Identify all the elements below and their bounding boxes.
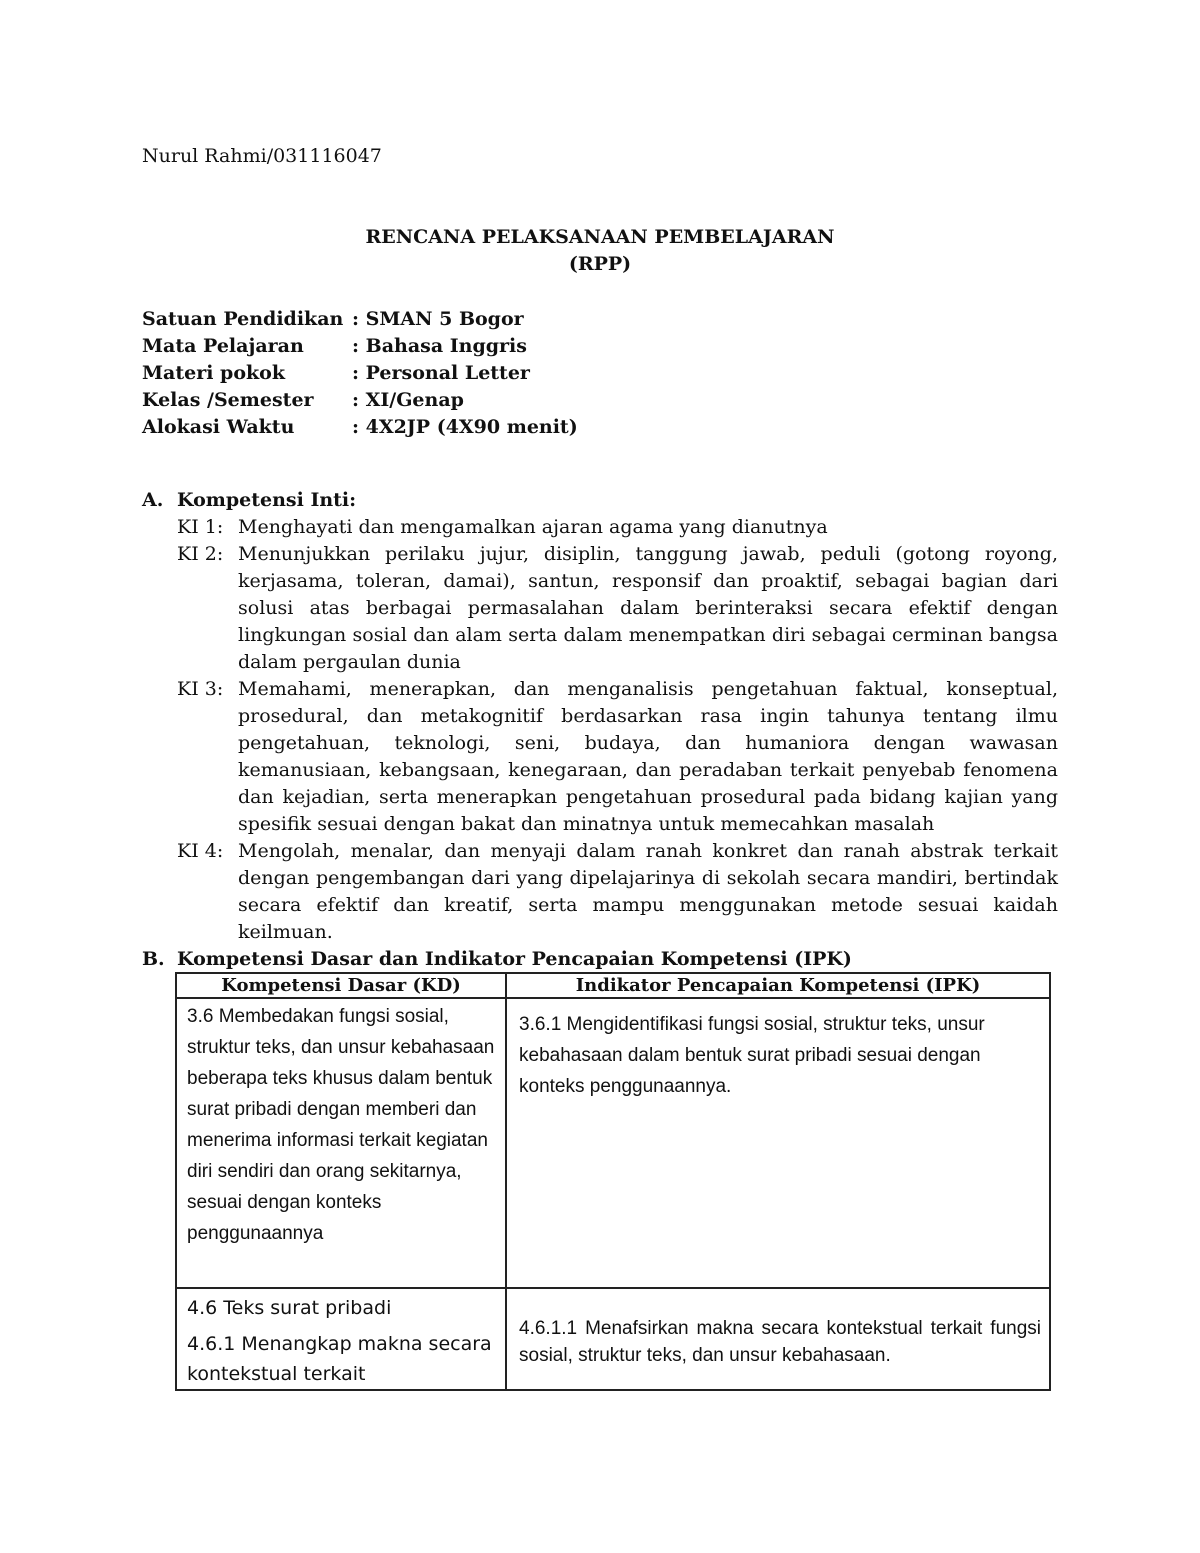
ki-text: Memahami, menerapkan, dan menganalisis pengetahuan faktual, konseptual, prosedural, dan metakognitif berdasarkan rasa ingin tahunya tentang ilmu pengetahuan, teknologi, seni, budaya, dan humaniora dengan wawasan kemanusiaan, kebangsaan, kenegaraan, dan peradaban terkait penyebab fenomena dan kejadian, serta menerapkan pengetahuan prosedural pada bidang kajian yang spesifik sesuai dengan bakat dan minatnya untuk memecahkan masalah (238, 678, 1058, 835)
ki-code: KI 1: (177, 516, 224, 538)
table-row (176, 1288, 1050, 1390)
ki-item (177, 514, 1062, 541)
ki-text: Menghayati dan mengamalkan ajaran agama yang dianutnya (238, 516, 828, 538)
identity-label: Alokasi Waktu (142, 416, 295, 438)
ki-text: Menunjukkan perilaku jujur, disiplin, tanggung jawab, peduli (gotong royong, kerjasama, toleran, damai), santun, responsif dan proaktif, sebagai bagian dari solusi atas berbagai permasalahan dalam berinteraksi secara efektif dengan lingkungan sosial dan alam serta dalam menempatkan diri sebagai cerminan bangsa dalam pergaulan dunia (238, 543, 1058, 673)
identity-row (142, 414, 578, 441)
identity-row (142, 306, 578, 333)
section-b-heading (142, 947, 1062, 971)
identity-value: : Personal Letter (352, 362, 530, 384)
section-a (142, 487, 1062, 946)
identity-value: : 4X2JP (4X90 menit) (352, 416, 578, 438)
section-a-heading (142, 487, 1062, 514)
title-line-2: (RPP) (568, 253, 632, 275)
kd-text: 4.6 Teks surat pribadi (187, 1297, 392, 1319)
section-b (142, 947, 1062, 971)
ki-code: KI 2: (177, 543, 224, 565)
title-line-1: RENCANA PELAKSANAAN PEMBELAJARAN (365, 226, 835, 248)
ki-item (177, 676, 1062, 838)
identity-row (142, 387, 578, 414)
table-row (176, 998, 1050, 1288)
kd-cell (176, 1288, 506, 1390)
ki-text: Mengolah, menalar, dan menyaji dalam ranah konkret dan ranah abstrak terkait dengan pengembangan dari yang dipelajarinya di sekolah secara mandiri, bertindak secara efektif dan kreatif, serta mampu menggunakan metode sesuai kaidah keilmuan. (238, 840, 1058, 943)
identity-value: : SMAN 5 Bogor (352, 308, 524, 330)
document-title (0, 224, 1200, 278)
ki-code: KI 4: (177, 840, 224, 862)
section-title: Kompetensi Inti: (177, 489, 357, 511)
identity-label: Materi pokok (142, 362, 286, 384)
table-header-ipk: Indikator Pencapaian Kompetensi (IPK) (506, 973, 1050, 998)
kd-cell: 3.6 Membedakan fungsi sosial, struktur teks, dan unsur kebahasaan beberapa teks khusus dalam bentuk surat pribadi dengan memberi dan menerima informasi terkait kegiatan diri sendiri dan orang sekitarnya, sesuai dengan konteks penggunaannya (176, 998, 506, 1288)
identity-row (142, 333, 578, 360)
identity-value: : Bahasa Inggris (352, 335, 527, 357)
table-header-row (176, 973, 1050, 998)
section-title: Kompetensi Dasar dan Indikator Pencapaian Kompetensi (IPK) (177, 948, 852, 970)
identity-label: Kelas /Semester (142, 389, 314, 411)
kd-subtext: 4.6.1 Menangkap makna secara kontekstual terkait (187, 1333, 492, 1385)
section-number: A. (142, 489, 164, 511)
identity-label: Satuan Pendidikan (142, 308, 344, 330)
kd-ipk-table (175, 972, 1051, 1391)
ki-item (177, 838, 1062, 946)
table-header-kd: Kompetensi Dasar (KD) (176, 973, 506, 998)
identity-value: : XI/Genap (352, 389, 464, 411)
ki-item (177, 541, 1062, 676)
author-line: Nurul Rahmi/031116047 (142, 145, 382, 167)
identity-row (142, 360, 578, 387)
ipk-cell: 4.6.1.1 Menafsirkan makna secara kontekstual terkait fungsi sosial, struktur teks, dan unsur kebahasaan. (506, 1288, 1050, 1390)
ki-code: KI 3: (177, 678, 224, 700)
identity-label: Mata Pelajaran (142, 335, 304, 357)
ipk-cell: 3.6.1 Mengidentifikasi fungsi sosial, struktur teks, unsur kebahasaan dalam bentuk surat pribadi sesuai dengan konteks penggunaannya. (506, 998, 1050, 1288)
identity-block (142, 306, 578, 441)
section-number: B. (142, 948, 165, 970)
